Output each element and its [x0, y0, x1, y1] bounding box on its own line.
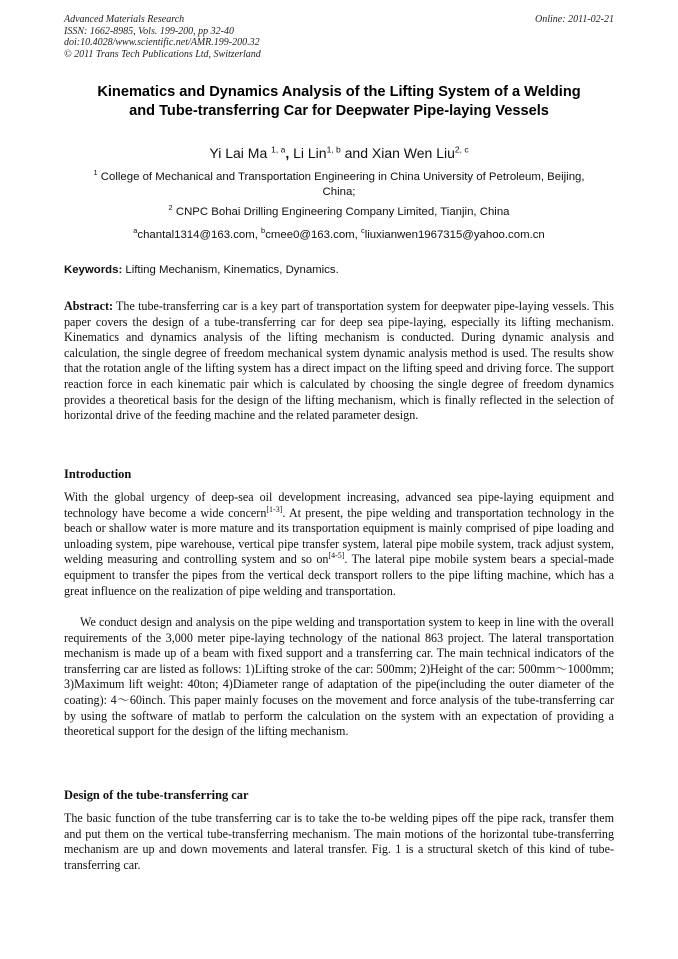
copyright-line: © 2011 Trans Tech Publications Ltd, Switzerland: [64, 48, 261, 60]
author-and: and: [344, 145, 368, 161]
doi-line: doi:10.4028/www.scientific.net/AMR.199-200.32: [64, 37, 260, 48]
keywords-text: Lifting Mechanism, Kinematics, Dynamics.: [125, 264, 339, 276]
paragraph-text: . At present, the pipe welding and transportation technology in the beach or shallow water is more mature and its transportation equipment is mainly comprised of pipe loading and unloading system, pipe warehouse, vertical pipe transfer system, lateral pipe mobile system, track adjust system, welding measuring and controlling system and so on: [64, 505, 614, 567]
paragraph-text: . The lateral pipe mobile system bears a special-made equipment to transfer the pipes from the vertical deck transport rollers to the pipe lifting machine, which has a great influence on the realization of pipe welding and transportation.: [64, 552, 615, 598]
intro-paragraph-2: We conduct design and analysis on the pipe welding and transportation system to keep in line with the overall requirements of the 3,000 meter pipe-laying technology of the national 863 project. The lateral transportation mechanism is made up of a beam with fixed support and a transferring car. The main technical indicators of the transferring car are listed as follows: 1)Lifting stroke of the car: 500mm; 2)Height of the car: 500mm～1000mm; 3)Maximum lift weight: 40ton; 4)Diameter range of adaptation of the pipe(including the outer diameter of the coating): 4～60inch. This paper mainly focuses on the movement and force analysis of the tube-transferring car by using the software of matlab to perform the calculation on the system with an expectation of providing a theoretical support for the design of the lifting mechanism.: [64, 615, 614, 739]
author-list: Yi Lai Ma $^{1, a}$, Li Lin$^{1, b}$ and Xian Wen Liu$^{2, c}$: [209, 144, 469, 161]
section-heading-introduction: Introduction: [64, 467, 132, 481]
author-emails: [64, 228, 614, 243]
title-line-1: Kinematics and Dynamics Analysis of the Lifting System of a Welding: [97, 84, 581, 100]
email-link[interactable]: cmee0@163.com,: [265, 229, 361, 241]
affiliation-text-cont: China;: [322, 186, 356, 198]
email-superscript: b: [261, 226, 266, 236]
affiliation-1: [64, 170, 614, 200]
abstract-label: Abstract:: [64, 299, 114, 313]
title-line-2: and Tube-transferring Car for Deepwater Pipe-laying Vessels: [129, 103, 549, 119]
design-paragraph-1: The basic function of the tube transferring car is to take the to-be welding pipes off the pipe rack, transfer them and put them on the vertical tube-transferring mechanism. The main motions of the horizontal tube-transferring mechanism are up and down movements and lateral transfer. Fig. 1 is a structural sketch of this kind of tube-transferring car.: [64, 811, 614, 872]
paragraph-text: With the global urgency of deep-sea oil development increasing, advanced sea pipe-laying equipment and technology have become a wide concern: [64, 490, 614, 520]
journal-name: Advanced Materials Research: [64, 14, 185, 25]
keywords: [64, 263, 614, 278]
issn-line: ISSN: 1662-8985, Vols. 199-200, pp 32-40: [64, 25, 234, 37]
email-superscript: a: [133, 226, 138, 236]
affiliation-number: 2: [168, 203, 173, 213]
affiliation-number: 1: [93, 168, 98, 178]
author-superscript: 1, a: [271, 144, 286, 155]
online-date: Online: 2011-02-21: [535, 14, 614, 25]
abstract-text: The tube-transferring car is a key part of transportation system for deepwater pipe-laying vessels. This paper covers the design of a tube-transferring car for deep sea pipe-laying, especially its lifting mechanism. Kinematics and dynamics analysis of the lifting mechanism is conducted. During dynamic analysis and calculation, the single degree of freedom mechanical system dynamic analysis method is used. The results show that the rotation angle of the lifting system has a direct impact on the lifting speed and driving force. The support reaction force in each kinematic pair which is calculated by choosing the single degree of freedom dynamics provides a theoretical basis for the design of the lifting mechanism, which is finally reflected in the selection of horizontal drive of the feeding machine and the related parameter design.: [64, 299, 614, 423]
email-superscript: c: [361, 226, 365, 236]
citation[interactable]: [4-5]: [328, 551, 345, 561]
section-heading-design: Design of the tube-transferring car: [64, 788, 249, 802]
author-superscript: 2, c: [454, 144, 469, 155]
author-superscript: 1, b: [326, 144, 341, 155]
author-name: Li Lin: [293, 145, 327, 161]
abstract: [64, 299, 614, 424]
author-name: Xian Wen Liu: [371, 145, 455, 161]
citation[interactable]: [1-3]: [266, 504, 283, 514]
email-link[interactable]: chantal1314@163.com,: [137, 229, 262, 241]
affiliation-text: College of Mechanical and Transportation Engineering in China University of Petroleum, Beijing,: [100, 171, 585, 183]
affiliation-text: CNPC Bohai Drilling Engineering Company Limited, Tianjin, China: [175, 206, 510, 218]
intro-paragraph-1: [64, 490, 614, 599]
affiliation-2: [64, 205, 614, 220]
author-name: Yi Lai Ma: [209, 145, 268, 161]
paper-title: [64, 83, 614, 121]
email-link[interactable]: liuxianwen1967315@yahoo.com.cn: [364, 229, 545, 241]
journal-header: [64, 14, 424, 60]
keywords-label: Keywords:: [64, 264, 123, 276]
